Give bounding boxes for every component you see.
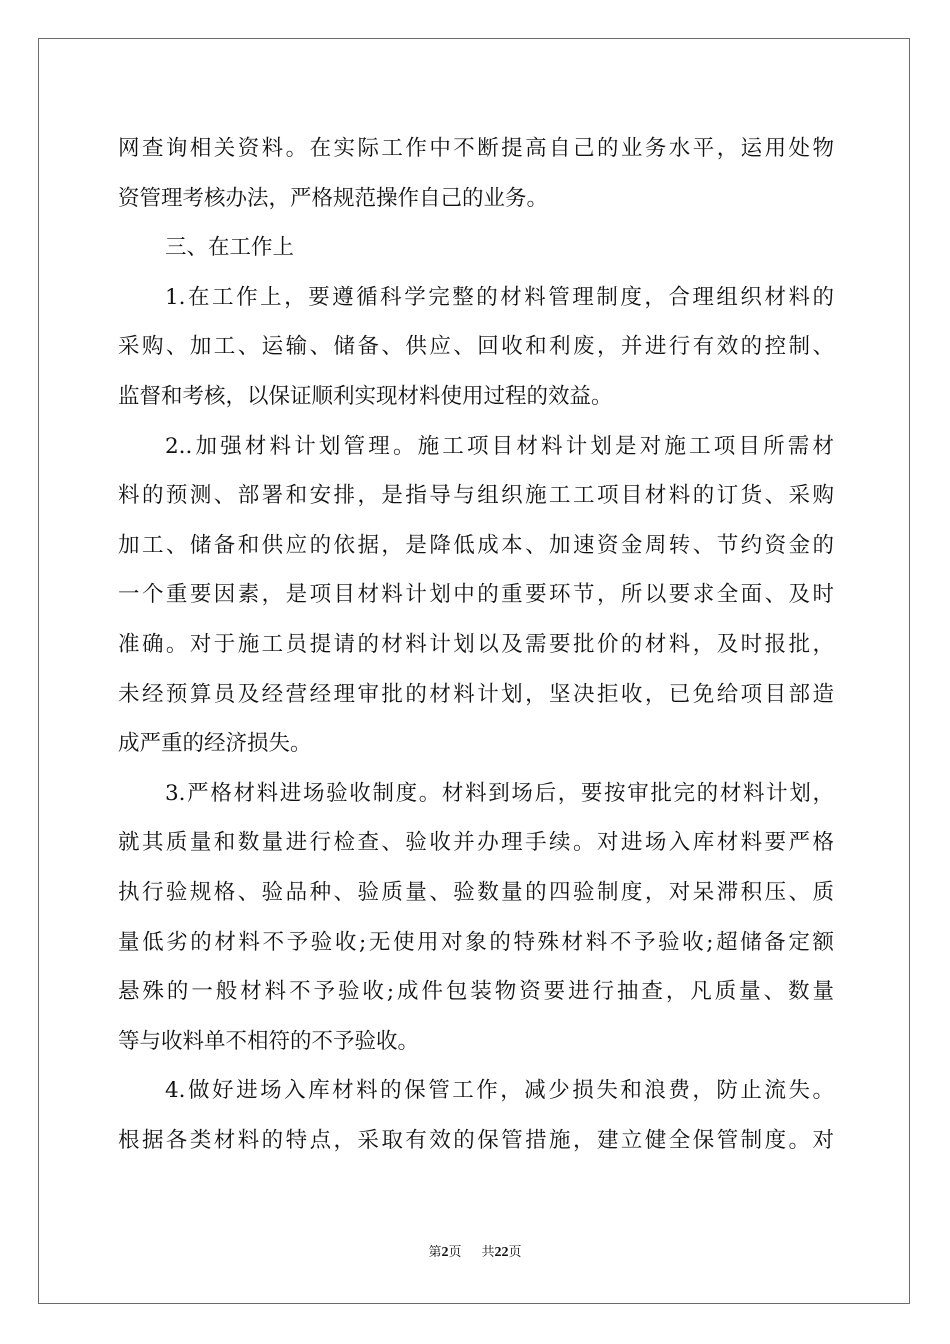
total-suffix: 页 [508,1245,522,1260]
text-line: 量低劣的材料不予验收;无使用对象的特殊材料不予验收;超储备定额 [118,929,834,955]
text-line: 等与收料单不相符的不予验收。 [118,1028,420,1054]
text-line: 未经预算员及经营经理审批的材料计划，坚决拒收，已免给项目部造 [118,681,834,707]
text-line: 三、在工作上 [165,235,295,261]
text-line: 加工、储备和供应的依据，是降低成本、加速资金周转、节约资金的 [118,532,834,558]
text-line: 料的预测、部署和安排，是指导与组织施工工项目材料的订货、采购 [118,483,834,509]
text-line: 3.严格材料进场验收制度。材料到场后，要按审批完的材料计划， [165,780,834,806]
text-line: 4.做好进场入库材料的保管工作，减少损失和浪费，防止流失。 [165,1078,834,1104]
total-pages: 22 [494,1245,509,1260]
text-line: 1.在工作上，要遵循科学完整的材料管理制度，合理组织材料的 [165,284,834,310]
text-line: 2..加强材料计划管理。施工项目材料计划是对施工项目所需材 [165,433,834,459]
text-line: 采购、加工、运输、储备、供应、回收和利废，并进行有效的控制、 [118,334,834,360]
text-line: 网查询相关资料。在实际工作中不断提高自己的业务水平，运用处物 [118,136,834,161]
total-prefix: 共 [481,1245,495,1260]
page-prefix: 第 [428,1245,442,1260]
text-line: 根据各类材料的特点，采取有效的保管措施，建立健全保管制度。对 [118,1127,834,1153]
page-suffix: 页 [448,1245,462,1260]
text-line: 悬殊的一般材料不予验收;成件包装物资要进行抽查，凡质量、数量 [118,979,834,1005]
text-line: 监督和考核，以保证顺利实现材料使用过程的效益。 [118,383,613,409]
page-number: 2 [441,1245,449,1260]
text-line: 一个重要因素，是项目材料计划中的重要环节，所以要求全面、及时 [118,582,834,608]
text-line: 执行验规格、验品种、验质量、验数量的四验制度，对呆滞积压、质 [118,879,834,905]
text-line: 成严重的经济损失。 [118,731,312,757]
text-line: 就其质量和数量进行检查、验收并办理手续。对进场入库材料要严格 [118,830,834,856]
text-line: 资管理考核办法，严格规范操作自己的业务。 [118,185,549,211]
document-body [118,124,834,1165]
page-footer [0,1244,950,1262]
text-line: 准确。对于施工员提请的材料计划以及需要批价的材料，及时报批， [118,631,834,657]
